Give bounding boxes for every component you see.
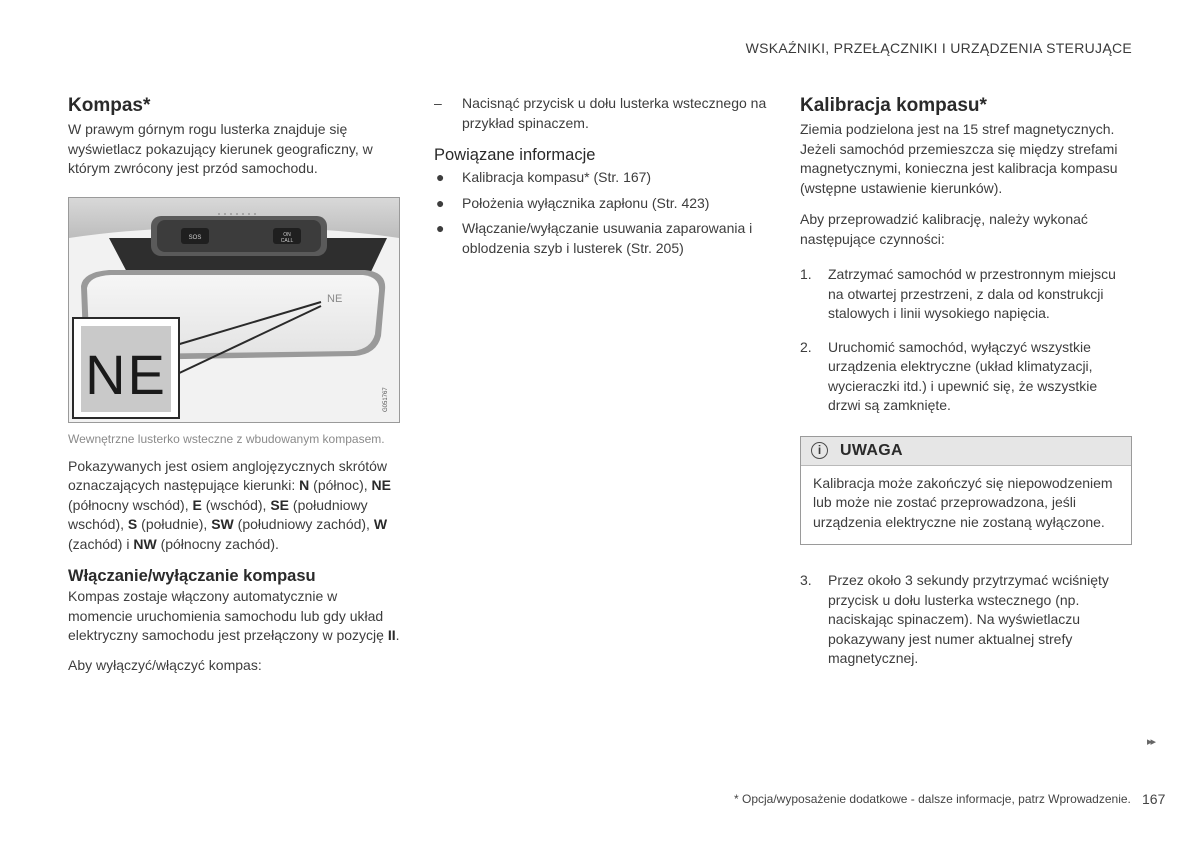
calibration-step-2 [800,338,1132,416]
page-number: 167 [1142,791,1166,807]
step-number: 3. [800,572,812,588]
bullet-icon: ● [436,194,445,211]
related-link-calibration[interactable]: ● Kalibracja kompasu* (Str. 167) [434,168,770,188]
note-text: Kalibracja może zakończyć się niepowodzeniem lub może nie zostać przeprowadzona, jeśli urządzenia elektryczne nie zostaną wyłączone. [813,474,1113,530]
compass-display-inset: NE [85,342,167,406]
figure-code: G051767 [383,386,389,412]
step-text: Przez około 3 sekundy przytrzymać wciśnięty przycisk u dołu lusterka wstecznego (np. naciskając spinaczem). Na wyświetlaczu pokazywany jest numer aktualnej strefy magnetycznej. [828,572,1109,666]
info-icon: i [811,442,828,459]
onoff-paragraph: Kompas zostaje włączony automatycznie w momencie uruchomienia samochodu lub gdy układ elektryczny samochodu jest przełączony w pozycję II. [68,588,400,643]
step-text: Zatrzymać samochód w przestronnym miejscu na otwartej przestrzeni, z dala od konstrukcji stalowych i linii wysokiego napięcia. [828,266,1116,321]
section-heading-calibration: Kalibracja kompasu* [800,95,987,116]
calibration-step-1 [800,265,1132,324]
mirror-figure [68,197,400,423]
related-link-defrost[interactable]: ● Włączanie/wyłączanie usuwania zaparowania i oblodzenia szyb i lusterek (Str. 205) [436,220,753,256]
compass-intro: W prawym górnym rogu lusterka znajduje się wyświetlacz pokazujący kierunek geograficzny, w którym zwrócony jest przód samochodu. [68,121,373,176]
calibration-lead: Aby przeprowadzić kalibrację, należy wykonać następujące czynności: [800,211,1088,247]
related-link-ignition[interactable]: ● Położenia wyłącznika zapłonu (Str. 423) [434,194,770,214]
svg-text:SOS: SOS [188,234,202,241]
step-text: Uruchomić samochód, wyłączyć wszystkie urządzenia elektryczne (układ klimatyzacji, wycieraczki itd.) i upewnić się, że wszystkie drzwi są zamknięte. [828,338,1098,413]
calibration-intro: Ziemia podzielona jest na 15 stref magnetycznych. Jeżeli samochód przemieszcza się między strefami magnetycznymi, konieczna jest kalibracja kompasu (wstępne ustawienie kierunków). [800,121,1118,196]
dash-step-text: Nacisnąć przycisk u dołu lusterka wstecznego na przykład spinaczem. [462,95,767,131]
svg-text:ON: ON [283,231,291,238]
step-number: 2. [800,338,812,355]
mirror-display-label: NE [327,292,343,305]
directions-paragraph: Pokazywanych jest osiem anglojęzycznych skrótów oznaczających następujące kierunki: N (północ), NE (północny wschód), E (wschód), SE (południowy wschód), S (południe), SW (południowy zachód), W (zachód) i NW (północny zachód). [68,457,391,552]
footer-note: * Opcja/wyposażenie dodatkowe - dalsze informacje, patrz Wprowadzenie. [734,792,1131,806]
dash-step [434,94,770,133]
column-related [434,94,770,264]
calibration-step-3 [800,571,1132,669]
column-calibration [800,94,1132,669]
section-heading-onoff: Włączanie/wyłączanie kompasu [68,567,316,585]
note-header [801,437,1131,466]
note-box [800,436,1132,546]
svg-text:CALL: CALL [280,237,294,244]
section-heading-compass: Kompas* [68,95,151,116]
related-list [434,168,770,258]
figure-caption: Wewnętrzne lusterko wsteczne z wbudowanym kompasem. [68,431,385,446]
rearview-mirror-illustration [69,198,399,422]
bullet-icon: ● [436,220,445,236]
note-title: UWAGA [840,441,903,459]
continue-arrows-icon: ▸▸ [1147,736,1155,748]
column-compass [68,94,400,675]
page-header: WSKAŹNIKI, PRZEŁĄCZNIKI I URZĄDZENIA STERUJĄCE [745,40,1132,56]
related-heading: Powiązane informacje [434,146,596,164]
toggle-instruction: Aby wyłączyć/włączyć kompas: [68,656,262,673]
dash-marker: – [434,95,442,111]
step-number: 1. [800,266,812,282]
bullet-icon: ● [436,169,445,185]
